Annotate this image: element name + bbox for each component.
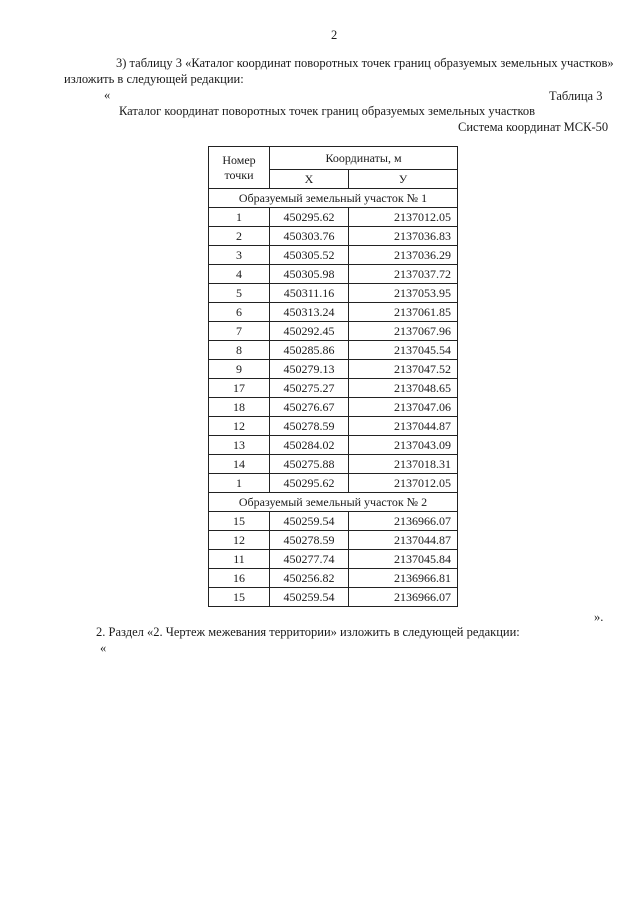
table-row [209, 569, 458, 588]
y-cell: 2136966.81 [349, 569, 458, 588]
x-cell: 450259.54 [270, 588, 349, 607]
header-coordinates: Координаты, м [270, 147, 458, 170]
point-number-cell: 16 [209, 569, 270, 588]
table-row [209, 360, 458, 379]
page-number: 2 [331, 28, 338, 42]
x-cell: 450275.88 [270, 455, 349, 474]
point-number-cell: 3 [209, 246, 270, 265]
point-number-cell: 6 [209, 303, 270, 322]
intro-line-1: 3) таблицу 3 «Каталог координат поворотных точек границ образуемых земельных участков» [116, 56, 614, 70]
x-cell: 450275.27 [270, 379, 349, 398]
y-cell: 2136966.07 [349, 588, 458, 607]
point-number-cell: 18 [209, 398, 270, 417]
y-cell: 2137045.54 [349, 341, 458, 360]
point-number-cell: 11 [209, 550, 270, 569]
x-cell: 450278.59 [270, 417, 349, 436]
table-row [209, 474, 458, 493]
y-cell: 2137045.84 [349, 550, 458, 569]
y-cell: 2137044.87 [349, 417, 458, 436]
table-row [209, 398, 458, 417]
point-number-cell: 8 [209, 341, 270, 360]
y-cell: 2137018.31 [349, 455, 458, 474]
table-row [209, 303, 458, 322]
header-point-line2: точки [224, 167, 254, 182]
point-number-cell: 2 [209, 227, 270, 246]
x-cell: 450292.45 [270, 322, 349, 341]
table-row [209, 588, 458, 607]
y-cell: 2137061.85 [349, 303, 458, 322]
x-cell: 450313.24 [270, 303, 349, 322]
y-cell: 2137036.83 [349, 227, 458, 246]
point-number-cell: 14 [209, 455, 270, 474]
table-row [209, 246, 458, 265]
coord-system: Система координат МСК-50 [458, 120, 609, 134]
point-number-cell: 9 [209, 360, 270, 379]
table-row [209, 322, 458, 341]
table-row [209, 227, 458, 246]
point-number-cell: 15 [209, 512, 270, 531]
point-number-cell: 12 [209, 417, 270, 436]
table-row [209, 417, 458, 436]
section2-line: 2. Раздел «2. Чертеж межевания территории» изложить в следующей редакции: [96, 625, 520, 639]
y-cell: 2137043.09 [349, 436, 458, 455]
intro-line-2: изложить в следующей редакции: [64, 72, 244, 86]
point-number-cell: 13 [209, 436, 270, 455]
x-cell: 450276.67 [270, 398, 349, 417]
point-number-cell: 12 [209, 531, 270, 550]
table-row [209, 341, 458, 360]
point-number-cell: 1 [209, 474, 270, 493]
x-cell: 450278.59 [270, 531, 349, 550]
table-row [209, 379, 458, 398]
section-title: Образуемый земельный участок № 2 [209, 493, 458, 512]
y-cell: 2137012.05 [349, 208, 458, 227]
y-cell: 2137047.52 [349, 360, 458, 379]
x-cell: 450256.82 [270, 569, 349, 588]
x-cell: 450311.16 [270, 284, 349, 303]
table-header-row [209, 147, 458, 170]
section-row [209, 189, 458, 208]
x-cell: 450305.52 [270, 246, 349, 265]
y-cell: 2137012.05 [349, 474, 458, 493]
table-label: Таблица 3 [549, 89, 603, 103]
coordinates-table [208, 146, 458, 607]
x-cell: 450284.02 [270, 436, 349, 455]
y-cell: 2137036.29 [349, 246, 458, 265]
x-cell: 450305.98 [270, 265, 349, 284]
y-cell: 2137067.96 [349, 322, 458, 341]
point-number-cell: 1 [209, 208, 270, 227]
header-point-number [209, 147, 270, 189]
x-cell: 450295.62 [270, 208, 349, 227]
table-row [209, 512, 458, 531]
point-number-cell: 4 [209, 265, 270, 284]
x-cell: 450279.13 [270, 360, 349, 379]
x-cell: 450277.74 [270, 550, 349, 569]
point-number-cell: 17 [209, 379, 270, 398]
table-row [209, 455, 458, 474]
y-cell: 2137053.95 [349, 284, 458, 303]
header-x: Х [270, 170, 349, 189]
y-cell: 2137037.72 [349, 265, 458, 284]
open-quote: « [104, 88, 111, 102]
table-title: Каталог координат поворотных точек границ образуемых земельных участков [119, 104, 536, 118]
x-cell: 450285.86 [270, 341, 349, 360]
table-row [209, 284, 458, 303]
header-point-line1: Номер [222, 152, 256, 167]
close-quote: ». [594, 610, 604, 624]
x-cell: 450259.54 [270, 512, 349, 531]
section-title: Образуемый земельный участок № 1 [209, 189, 458, 208]
table-row [209, 436, 458, 455]
table-row [209, 208, 458, 227]
table-row [209, 265, 458, 284]
y-cell: 2137047.06 [349, 398, 458, 417]
y-cell: 2136966.07 [349, 512, 458, 531]
y-cell: 2137048.65 [349, 379, 458, 398]
section-row [209, 493, 458, 512]
point-number-cell: 15 [209, 588, 270, 607]
x-cell: 450303.76 [270, 227, 349, 246]
section2-quote: « [100, 641, 107, 655]
point-number-cell: 5 [209, 284, 270, 303]
point-number-cell: 7 [209, 322, 270, 341]
header-y: У [349, 170, 458, 189]
x-cell: 450295.62 [270, 474, 349, 493]
table-row [209, 550, 458, 569]
table-row [209, 531, 458, 550]
y-cell: 2137044.87 [349, 531, 458, 550]
